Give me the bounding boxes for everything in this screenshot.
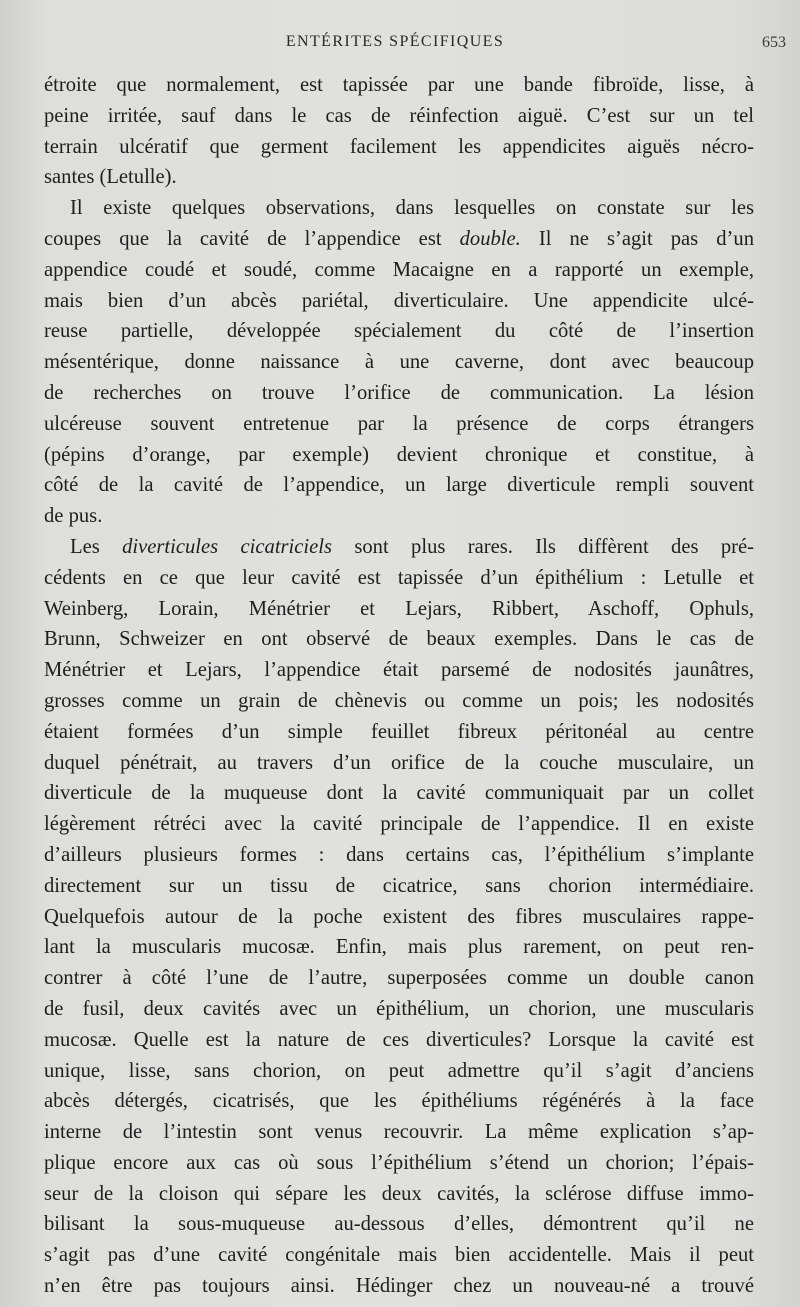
text-line xyxy=(44,1179,754,1210)
text-line xyxy=(44,70,754,101)
text-line xyxy=(44,1209,754,1240)
text-segment: contrer à côté l’une de l’autre, superposées comme un double canon xyxy=(44,967,754,990)
text-segment: mésentérique, donne naissance à une caverne, dont avec beaucoup xyxy=(44,351,754,374)
text-line xyxy=(44,378,754,409)
text-segment: coupes que la cavité de l’appendice est xyxy=(44,227,460,250)
text-segment: unique, lisse, sans chorion, on peut admettre qu’il s’agit d’anciens xyxy=(44,1059,754,1082)
text-segment: lant la muscularis mucosæ. Enfin, mais plus rarement, on peut ren- xyxy=(44,936,754,959)
text-line xyxy=(44,932,754,963)
text-segment: n’en être pas toujours ainsi. Hédinger chez un nouveau-né a trouvé xyxy=(44,1275,754,1298)
text-line xyxy=(44,902,754,933)
running-title: ENTÉRITES SPÉCIFIQUES xyxy=(285,33,505,50)
italic-text: double. xyxy=(459,227,521,250)
text-segment: Ménétrier et Lejars, l’appendice était parsemé de nodosités jaunâtres, xyxy=(44,659,754,682)
text-line xyxy=(44,809,754,840)
text-line xyxy=(44,440,754,471)
text-line xyxy=(44,717,754,748)
text-line xyxy=(44,686,754,717)
text-line xyxy=(44,132,754,163)
text-line xyxy=(44,255,754,286)
text-segment: mais bien d’un abcès pariétal, diverticulaire. Une appendicite ulcé- xyxy=(44,289,754,312)
text-segment: reuse partielle, développée spécialement du côté de l’insertion xyxy=(44,320,754,343)
body-text xyxy=(44,70,754,1302)
text-segment: interne de l’intestin sont venus recouvrir. La même explication s’ap- xyxy=(44,1121,754,1144)
text-line xyxy=(44,1240,754,1271)
page-header xyxy=(0,30,800,58)
text-segment: Quelquefois autour de la poche existent des fibres musculaires rappe- xyxy=(44,905,754,928)
text-line xyxy=(44,470,754,501)
text-segment: Les xyxy=(70,535,123,558)
text-line xyxy=(44,316,754,347)
text-line xyxy=(44,409,754,440)
text-line xyxy=(44,162,754,193)
text-segment: plique encore aux cas où sous l’épithélium s’étend un chorion; l’épais- xyxy=(44,1151,754,1174)
italic-text: diverticules cicatriciels xyxy=(122,535,333,558)
text-segment: Il ne s’agit pas d’un xyxy=(520,227,754,250)
text-segment: seur de la cloison qui sépare les deux cavités, la sclérose diffuse immo- xyxy=(44,1182,754,1205)
text-segment: d’ailleurs plusieurs formes : dans certains cas, l’épithélium s’implante xyxy=(44,843,754,866)
text-line xyxy=(44,1025,754,1056)
text-line xyxy=(44,778,754,809)
text-segment: légèrement rétréci avec la cavité principale de l’appendice. Il en existe xyxy=(44,813,754,836)
text-segment: abcès détergés, cicatrisés, que les épithéliums régénérés à la face xyxy=(44,1090,754,1113)
text-segment: Brunn, Schweizer en ont observé de beaux exemples. Dans le cas de xyxy=(44,628,754,651)
page-number: 653 xyxy=(762,34,786,51)
text-line xyxy=(44,532,754,563)
text-segment: de fusil, deux cavités avec un épithélium, un chorion, une muscularis xyxy=(44,997,754,1020)
text-segment: sont plus rares. Ils diffèrent des pré- xyxy=(332,535,755,558)
text-line xyxy=(44,563,754,594)
text-line xyxy=(44,347,754,378)
text-line xyxy=(44,840,754,871)
text-segment: mucosæ. Quelle est la nature de ces diverticules? Lorsque la cavité est xyxy=(44,1028,754,1051)
text-line xyxy=(44,994,754,1025)
text-line xyxy=(44,1117,754,1148)
text-line xyxy=(44,748,754,779)
text-segment: de pus. xyxy=(44,505,103,528)
text-segment: étroite que normalement, est tapissée par une bande fibroïde, lisse, à xyxy=(44,74,754,96)
text-segment: duquel pénétrait, au travers d’un orifice de la couche musculaire, un xyxy=(44,751,754,774)
text-segment: cédents en ce que leur cavité est tapissée d’un épithélium : Letulle et xyxy=(44,566,754,589)
text-line xyxy=(44,101,754,132)
text-line xyxy=(44,1148,754,1179)
text-line xyxy=(44,963,754,994)
text-line xyxy=(44,1056,754,1087)
text-line xyxy=(44,594,754,625)
text-segment: appendice coudé et soudé, comme Macaigne en a rapporté un exemple, xyxy=(44,258,754,281)
text-line xyxy=(44,224,754,255)
text-segment: terrain ulcératif que germent facilement les appendicites aiguës nécro- xyxy=(44,135,754,158)
text-line xyxy=(44,1086,754,1117)
text-segment: de recherches on trouve l’orifice de communication. La lésion xyxy=(44,381,754,404)
text-line xyxy=(44,193,754,224)
text-segment: Il existe quelques observations, dans lesquelles on constate sur les xyxy=(70,197,754,220)
text-segment: ulcéreuse souvent entretenue par la présence de corps étrangers xyxy=(44,412,754,435)
text-segment: s’agit pas d’une cavité congénitale mais bien accidentelle. Mais il peut xyxy=(44,1244,754,1267)
text-line xyxy=(44,501,754,532)
text-segment: directement sur un tissu de cicatrice, sans chorion intermédiaire. xyxy=(44,874,754,897)
text-segment: Weinberg, Lorain, Ménétrier et Lejars, Ribbert, Aschoff, Ophuls, xyxy=(44,597,754,620)
text-segment: (pépins d’orange, par exemple) devient chronique et constitue, à xyxy=(44,443,754,466)
text-segment: diverticule de la muqueuse dont la cavité communiquait par un collet xyxy=(44,782,754,805)
text-segment: étaient formées d’un simple feuillet fibreux péritonéal au centre xyxy=(44,720,754,743)
text-segment: peine irritée, sauf dans le cas de réinfection aiguë. C’est sur un tel xyxy=(44,104,754,127)
text-segment: côté de la cavité de l’appendice, un large diverticule rempli souvent xyxy=(44,474,754,497)
text-line xyxy=(44,871,754,902)
text-segment: grosses comme un grain de chènevis ou comme un pois; les nodosités xyxy=(44,689,754,712)
text-segment: santes (Letulle). xyxy=(44,166,177,189)
text-line xyxy=(44,286,754,317)
text-segment: bilisant la sous-muqueuse au-dessous d’elles, démontrent qu’il ne xyxy=(44,1213,754,1236)
text-line xyxy=(44,1271,754,1302)
text-line xyxy=(44,655,754,686)
text-line xyxy=(44,624,754,655)
